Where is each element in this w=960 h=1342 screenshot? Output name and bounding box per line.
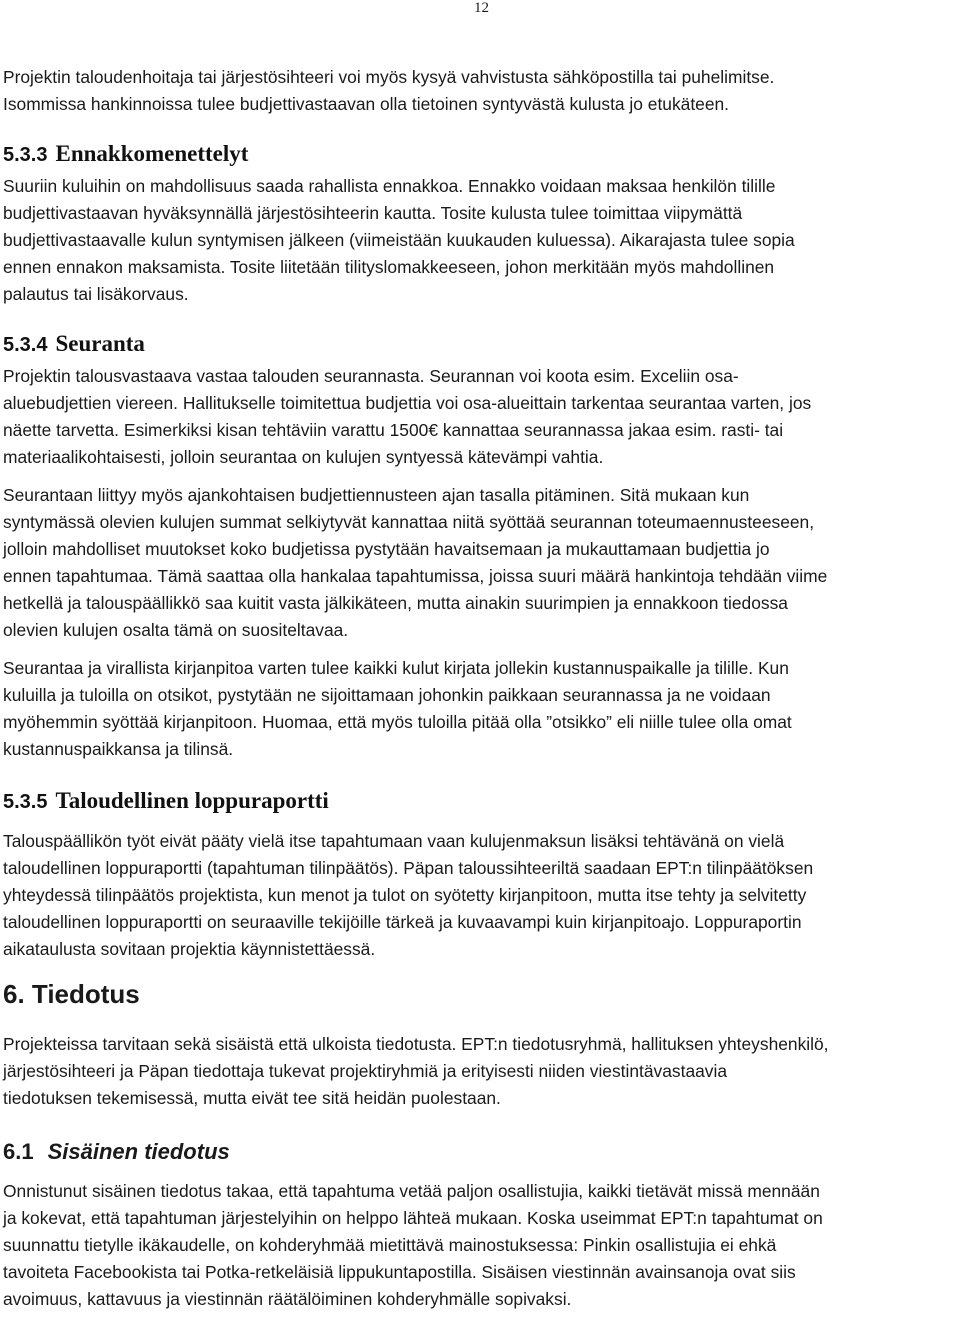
heading-title: Ennakkomenettelyt bbox=[55, 141, 249, 166]
heading-6-tiedotus: 6. Tiedotus bbox=[3, 979, 140, 1009]
text-line: hetkellä ja talouspäällikkö saa kuitit vasta jälkikäteen, mutta ainakin suurimpien ja ennakkoon tiedossa bbox=[3, 593, 788, 613]
heading-number: 5.3.5 bbox=[3, 791, 48, 813]
text-line: budjettivastaavan hyväksynnällä järjestösihteerin kautta. Tosite kulusta tulee toimittaa viipymättä bbox=[3, 203, 743, 223]
text-line: avoimuus, kattavuus ja viestinnän räätälöiminen kohderyhmälle sopivaksi. bbox=[3, 1289, 572, 1309]
text-line: taloudellinen loppuraportti on seuraaville tekijöille tärkeä ja kuvaavampi kuin kirjanpitoajo. Loppuraportin bbox=[3, 912, 802, 932]
text-line: ennen ennakon maksamista. Tosite liitetään tilityslomakkeeseen, johon merkitään myös mahdollinen bbox=[3, 257, 775, 277]
heading-5-3-4 bbox=[3, 330, 958, 359]
heading-number: 5.3.4 bbox=[3, 334, 48, 356]
text-line: aikataulusta sovitaan projektia käynnistettäessä. bbox=[3, 939, 376, 959]
text-line: Talouspäällikön työt eivät pääty vielä itse tapahtumaan vaan kulujenmaksun lisäksi tehtävänä on vielä bbox=[3, 831, 785, 851]
text-line: tavoiteta Facebookista tai Potka-retkeläisiä lippukuntapostilla. Sisäisen viestinnän avainsanoja ovat siis bbox=[3, 1262, 796, 1282]
text-line: Projekteissa tarvitaan sekä sisäistä että ulkoista tiedotusta. EPT:n tiedotusryhmä, hallituksen yhteyshenkilö, bbox=[3, 1034, 829, 1054]
text-line: Projektin talousvastaava vastaa talouden seurannasta. Seurannan voi koota esim. Exceliin osa- bbox=[3, 366, 739, 386]
heading-title: Seuranta bbox=[55, 331, 145, 356]
text-line: aluebudjettien viereen. Hallitukselle toimitettua budjettia voi osa-alueittain tarkentaa seurantaa varten, jos bbox=[3, 393, 812, 413]
document-body bbox=[3, 64, 958, 1313]
text-line: budjettivastaavalle kulun syntymisen jälkeen (viimeistään kuukauden kuluessa). Aikarajasta tulee sopia bbox=[3, 230, 795, 250]
text-line: materiaalikohtaisesti, jolloin seurantaa on kulujen syntyessä kätevämpi vahtia. bbox=[3, 447, 604, 467]
heading-number: 5.3.3 bbox=[3, 144, 48, 166]
paragraph-loppuraportti bbox=[3, 828, 958, 963]
text-line: jolloin mahdolliset muutokset koko budjetissa pystytään havaitsemaan ja mukauttamaan budjettia jo bbox=[3, 539, 770, 559]
text-line: ennen tapahtumaa. Tämä saattaa olla hankalaa tapahtumissa, joissa suuri määrä hankintoja tehdään viime bbox=[3, 566, 828, 586]
paragraph-seuranta-1 bbox=[3, 363, 958, 471]
heading-title: Sisäinen tiedotus bbox=[47, 1139, 230, 1164]
text-line: Seurantaa ja virallista kirjanpitoa varten tulee kaikki kulut kirjata jollekin kustannuspaikalle ja tilille. Kun bbox=[3, 658, 789, 678]
text-line: järjestösihteeri ja Päpan tiedottaja tukevat projektiryhmiä ja erityisesti niiden viestintävastaavia bbox=[3, 1061, 728, 1081]
text-line: kuluilla ja tuloilla on otsikot, pystytään ne sijoittamaan johonkin paikkaan seurannassa ja ne voidaan bbox=[3, 685, 771, 705]
text-line: Onnistunut sisäinen tiedotus takaa, että tapahtuma vetää paljon osallistujia, kaikki tietävät missä mennään bbox=[3, 1181, 820, 1201]
page-number: 12 bbox=[474, 0, 489, 16]
heading-5-3-3 bbox=[3, 140, 958, 169]
paragraph-sisainen-tiedotus bbox=[3, 1178, 958, 1313]
text-line: taloudellinen loppuraportti (tapahtuman tilinpäätös). Päpan taloussihteeriltä saadaan EPT:n tilinpäätöksen bbox=[3, 858, 814, 878]
text-line: suunnattu tietylle ikäkaudelle, on kohderyhmää mietittävä mainostuksessa: Pinkin osallistujia ei ehkä bbox=[3, 1235, 777, 1255]
intro-line: Isommissa hankinnoissa tulee budjettivastaavan olla tietoinen syntyvästä kulusta jo etukäteen. bbox=[3, 94, 729, 114]
paragraph-ennakko bbox=[3, 173, 958, 308]
intro-line: Projektin taloudenhoitaja tai järjestösihteeri voi myös kysyä vahvistusta sähköpostilla tai puhelimitse. bbox=[3, 67, 775, 87]
text-line: Seurantaan liittyy myös ajankohtaisen budjettiennusteen ajan tasalla pitäminen. Sitä mukaan kun bbox=[3, 485, 750, 505]
text-line: kustannuspaikkansa ja tilinsä. bbox=[3, 739, 234, 759]
heading-5-3-5 bbox=[3, 787, 958, 816]
heading-number: 6.1 bbox=[3, 1139, 34, 1164]
heading-6-1 bbox=[3, 1138, 958, 1166]
paragraph-seuranta-2 bbox=[3, 482, 958, 644]
heading-title: Taloudellinen loppuraportti bbox=[55, 788, 329, 813]
paragraph-seuranta-3 bbox=[3, 655, 958, 763]
text-line: näette tarvetta. Esimerkiksi kisan tehtäviin varattu 1500€ kannattaa seurannassa jakaa esim. rasti- tai bbox=[3, 420, 784, 440]
text-line: palautus tai lisäkorvaus. bbox=[3, 284, 189, 304]
text-line: tiedotuksen tekemisessä, mutta eivät tee sitä heidän puolestaan. bbox=[3, 1088, 501, 1108]
text-line: syntymässä olevien kulujen summat selkiytyvät kannattaa niitä syöttää seurannan toteumaennusteeseen, bbox=[3, 512, 815, 532]
text-line: myöhemmin syöttää kirjanpitoon. Huomaa, että myös tuloilla pitää olla ”otsikko” eli niille tulee olla omat bbox=[3, 712, 792, 732]
text-line: yhteydessä tilinpäätös projektista, kun menot ja tulot on syötetty kirjanpitoon, mutta itse tehty ja selvitetty bbox=[3, 885, 807, 905]
paragraph-tiedotus bbox=[3, 1031, 958, 1112]
text-line: ja kokevat, että tapahtuman järjestelyihin on helppo lähteä mukaan. Koska useimmat EPT:n tapahtumat on bbox=[3, 1208, 823, 1228]
text-line: Suuriin kuluihin on mahdollisuus saada rahallista ennakkoa. Ennakko voidaan maksaa henkilön tilille bbox=[3, 176, 776, 196]
text-line: olevien kulujen osalta tämä on suositeltavaa. bbox=[3, 620, 349, 640]
